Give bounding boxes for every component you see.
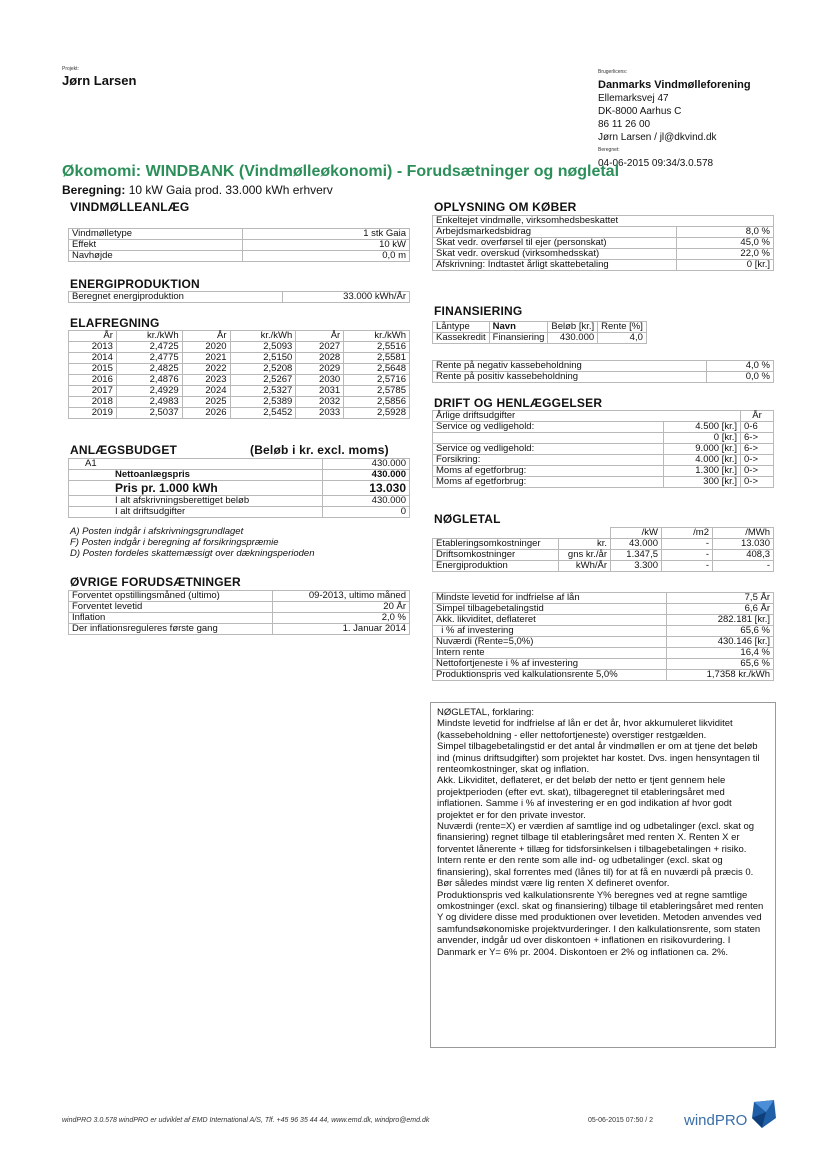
cell-label: Skat vedr. overførsel til ejer (personskat) (433, 238, 677, 249)
cell-value: 408,3 (713, 550, 774, 561)
cell-label: Service og vedligehold: (433, 422, 664, 433)
table-row (69, 470, 410, 481)
kpi-label: Produktionspris ved kalkulationsrente 5,0% (433, 670, 667, 681)
cell-year: 0-> (741, 477, 774, 488)
pris-value: 13.030 (323, 481, 410, 496)
kpi-label: Akk. likviditet, deflateret (433, 615, 667, 626)
col-amount: Beløb [kr.] (548, 322, 598, 333)
energi-table (68, 291, 410, 303)
vindmolleanlaeg-table (68, 228, 410, 262)
kpi-label: Nuværdi (Rente=5,0%) (433, 637, 667, 648)
cell-value: 4,0 % (707, 361, 774, 372)
explanation-paragraph: Simpel tilbagebetalingstid er det antal år vindmøllen er om at tjene det beløb ind (minus driftsudgifter) som projektet har kostet. Dvs. ingen hensyntagen til renteomkostninger, skat og inflation. (437, 741, 760, 776)
kpi-table (432, 592, 774, 681)
table-row (433, 659, 774, 670)
table-header-row (433, 411, 774, 422)
note-f: F) Posten indgår i beregning af forsikringspræmie (70, 537, 279, 548)
cell-value: 20 År (273, 602, 410, 613)
note-d: D) Posten fordeles skattemæssigt over dækningsperioden (70, 548, 315, 559)
cell-price: 2,5516 (344, 342, 410, 353)
cell-label: A1 (69, 459, 323, 470)
cell-year: 2020 (182, 342, 230, 353)
explanation-paragraph: Intern rente er den rente som alle ind- og udbetalinger (excl. skat og finansiering), skal forrentes med (lånes til) for at få en nuværdi på præcis 0. Bør således mindst være lig renten X defineret ovenfor. (437, 855, 754, 890)
calculated-date: 04-06-2015 09:34/3.0.578 (598, 158, 714, 169)
table-row (433, 333, 647, 344)
cell-price: 2,4725 (116, 342, 182, 353)
contact: Jørn Larsen / jl@dkvind.dk (598, 132, 717, 143)
pris-label: Pris pr. 1.000 kWh (69, 481, 323, 496)
blank (558, 528, 610, 539)
cell-year: 2031 (296, 386, 344, 397)
nogletal-table (432, 527, 774, 572)
table-row (69, 507, 410, 518)
page-title: Økomomi: WINDBANK (Vindmølleøkonomi) - Forudsætninger og nøgletal (62, 163, 620, 180)
table-row (433, 593, 774, 604)
table-row (69, 386, 410, 397)
table-row (433, 550, 774, 561)
cell-value: 0 [kr.] (664, 433, 741, 444)
cell-value: 1 stk Gaia (243, 229, 410, 240)
cell-value: 0,0 % (707, 372, 774, 383)
section-elafregning: ELAFREGNING (70, 316, 160, 330)
cell-value: 1. Januar 2014 (273, 624, 410, 635)
col-rate: Rente [%] (598, 322, 647, 333)
cell-label: Navhøjde (69, 251, 243, 262)
ovrige-table (68, 590, 410, 635)
cell-value: 10 kW (243, 240, 410, 251)
section-energiproduktion: ENERGIPRODUKTION (70, 277, 200, 291)
table-row (433, 433, 774, 444)
cell-year: 2032 (296, 397, 344, 408)
table-row (433, 422, 774, 433)
table-row (433, 648, 774, 659)
kpi-value: 16,4 % (667, 648, 774, 659)
table-row (433, 604, 774, 615)
cell-value: 22,0 % (677, 249, 774, 260)
explanation-paragraph: Nuværdi (rente=X) er værdien af samtlige ind og udbetalinger (excl. skat og finansiering) regnet tilbage til etableringsåret med renten X. Renten X er forventet lånerente + tillæg for tidsforsinkelsen i tilbagebetalingen + risiko. (437, 821, 755, 855)
col-per-m2: /m2 (662, 528, 713, 539)
cell-year: 2028 (296, 353, 344, 364)
cell-label: Service og vedligehold: (433, 444, 664, 455)
cell-value: 4.500 [kr.] (664, 422, 741, 433)
explanation-heading: NØGLETAL, forklaring: (437, 707, 534, 718)
cell-label: Driftsomkostninger (433, 550, 559, 561)
cell-year: 2026 (182, 408, 230, 419)
cell-unit: kWh/År (558, 561, 610, 572)
explanation-paragraph: Mindste levetid for indfrielse af lån er det år, hvor akkumuleret likviditet (kassebeholdning - eller nettofortjeneste) overstiger restgælden. (437, 718, 733, 741)
project-label: Projekt: (62, 66, 79, 72)
table-row (433, 260, 774, 271)
cell-value: - (662, 539, 713, 550)
cell-value: 300 [kr.] (664, 477, 741, 488)
cell-amount: 430.000 (548, 333, 598, 344)
kpi-value: 430.146 [kr.] (667, 637, 774, 648)
cell-label: Forsikring: (433, 455, 664, 466)
cell-year: 2014 (69, 353, 117, 364)
table-row (69, 459, 410, 470)
col-year: År (182, 331, 230, 342)
cell-price: 2,4983 (116, 397, 182, 408)
table-row (433, 455, 774, 466)
kpi-value: 282.181 [kr.] (667, 615, 774, 626)
col-year: År (741, 411, 774, 422)
table-row (69, 229, 410, 240)
drift-table (432, 410, 774, 488)
section-finansiering: FINANSIERING (434, 304, 523, 318)
table-row (433, 372, 774, 383)
table-header-row (433, 528, 774, 539)
table-row (69, 602, 410, 613)
cell-label: Skat vedr. overskud (virksomhedsskat) (433, 249, 677, 260)
cell-price: 2,5716 (344, 375, 410, 386)
col-loantype: Låntype (433, 322, 490, 333)
section-kober: OPLYSNING OM KØBER (434, 200, 577, 214)
cell-price: 2,5581 (344, 353, 410, 364)
cell-year: 2030 (296, 375, 344, 386)
cell-label: Effekt (69, 240, 243, 251)
cell-year: 2023 (182, 375, 230, 386)
kpi-label: Mindste levetid for indfrielse af lån (433, 593, 667, 604)
table-row (433, 238, 774, 249)
cell-value: - (662, 550, 713, 561)
table-row (69, 375, 410, 386)
calculated-label: Beregnet: (598, 147, 620, 153)
col-name: Navn (489, 322, 548, 333)
cell-value: 4.000 [kr.] (664, 455, 741, 466)
kpi-value: 65,6 % (667, 626, 774, 637)
calculation-label: Beregning: (62, 183, 126, 197)
table-row (69, 251, 410, 262)
table-row (69, 240, 410, 251)
kpi-value: 7,5 År (667, 593, 774, 604)
cell-year: 2024 (182, 386, 230, 397)
cell-label: Rente på negativ kassebeholdning (433, 361, 707, 372)
anlaeg-notes (70, 526, 314, 559)
cell-label: Der inflationsreguleres første gang (69, 624, 273, 635)
col-price: kr./kWh (116, 331, 182, 342)
cell-price: 2,5327 (230, 386, 296, 397)
cell-year: 2015 (69, 364, 117, 375)
footer-text: windPRO 3.0.578 windPRO er udviklet af EMD International A/S, Tlf. +45 96 35 44 44, www.emd.dk, windpro@emd.dk (62, 1117, 430, 1124)
cell-year: 6-> (741, 433, 774, 444)
kpi-label: Intern rente (433, 648, 667, 659)
drift-sub: Årlige driftsudgifter (433, 411, 741, 422)
cell-price: 2,4929 (116, 386, 182, 397)
cell-price: 2,5856 (344, 397, 410, 408)
cell-value: 3.300 (611, 561, 662, 572)
col-year: År (69, 331, 117, 342)
cell-value: 43.000 (611, 539, 662, 550)
anlaegsbudget-unit-note: (Beløb i kr. excl. moms) (250, 443, 389, 457)
cell-year: 2019 (69, 408, 117, 419)
cell-label: Etableringsomkostninger (433, 539, 559, 550)
table-row (433, 539, 774, 550)
table-row (433, 466, 774, 477)
table-row (69, 481, 410, 496)
cell-value: 9.000 [kr.] (664, 444, 741, 455)
cell-unit: gns kr./år (558, 550, 610, 561)
cell-value: 13.030 (713, 539, 774, 550)
cell-value: 45,0 % (677, 238, 774, 249)
project-name: Jørn Larsen (62, 73, 137, 88)
cell-label (433, 433, 664, 444)
cell-value: 430.000 (323, 496, 410, 507)
cell-price: 2,4775 (116, 353, 182, 364)
calculation-line (62, 183, 333, 197)
table-row (69, 342, 410, 353)
cell-rate: 4,0 (598, 333, 647, 344)
cell-value: 0,0 m (243, 251, 410, 262)
cell-price: 2,5037 (116, 408, 182, 419)
col-price: kr./kWh (344, 331, 410, 342)
cell-value: 430.000 (323, 459, 410, 470)
section-nogletal: NØGLETAL (434, 512, 501, 526)
table-row (69, 624, 410, 635)
cell-year: 2017 (69, 386, 117, 397)
cell-year: 0-6 (741, 422, 774, 433)
explanation-text (437, 718, 769, 958)
company-name: Danmarks Vindmølleforening (598, 79, 751, 91)
section-drift: DRIFT OG HENLÆGGELSER (434, 396, 603, 410)
cell-label: I alt afskrivningsberettiget beløb (69, 496, 323, 507)
cell-value: - (662, 561, 713, 572)
cell-loantype: Kassekredit (433, 333, 490, 344)
table-row (433, 561, 774, 572)
phone: 86 11 26 00 (598, 119, 651, 130)
cell-price: 2,5267 (230, 375, 296, 386)
calculation-text: 10 kW Gaia prod. 33.000 kWh erhverv (128, 183, 333, 197)
cell-value: 8,0 % (677, 227, 774, 238)
table-row (69, 364, 410, 375)
cell-year: 2016 (69, 375, 117, 386)
cell-price: 2,5928 (344, 408, 410, 419)
table-row (69, 613, 410, 624)
cell-label: Moms af egetforbrug: (433, 466, 664, 477)
cell-label: Rente på positiv kassebeholdning (433, 372, 707, 383)
cell-year: 2021 (182, 353, 230, 364)
cell-year: 2025 (182, 397, 230, 408)
col-price: kr./kWh (230, 331, 296, 342)
cell-label: Beregnet energiproduktion (69, 292, 283, 303)
rente-table (432, 360, 774, 383)
address-line2: DK-8000 Aarhus C (598, 106, 682, 117)
col-per-kw: /kW (611, 528, 662, 539)
elafregning-table (68, 330, 410, 419)
cell-year: 2029 (296, 364, 344, 375)
finansiering-table (432, 321, 647, 344)
table-row (69, 292, 410, 303)
cell-label: Moms af egetforbrug: (433, 477, 664, 488)
section-vindmolleanlaeg: VINDMØLLEANLÆG (70, 200, 190, 214)
kpi-label: Simpel tilbagebetalingstid (433, 604, 667, 615)
cell-value: 0 [kr.] (677, 260, 774, 271)
cell-year: 2013 (69, 342, 117, 353)
cell-label: Inflation (69, 613, 273, 624)
cell-label: Forventet opstillingsmåned (ultimo) (69, 591, 273, 602)
cell-value: - (713, 561, 774, 572)
cell-year: 6-> (741, 444, 774, 455)
kpi-value: 65,6 % (667, 659, 774, 670)
kober-sub: Enkeltejet vindmølle, virksomhedsbeskattet (433, 216, 774, 227)
table-row (433, 227, 774, 238)
cell-year: 2018 (69, 397, 117, 408)
user-license-block (598, 66, 751, 170)
cell-price: 2,5648 (344, 364, 410, 375)
kober-table (432, 215, 774, 271)
cell-price: 2,4876 (116, 375, 182, 386)
section-ovrige: ØVRIGE FORUDSÆTNINGER (70, 575, 241, 589)
table-row (433, 626, 774, 637)
cell-value: 1.347,5 (611, 550, 662, 561)
table-row (69, 353, 410, 364)
cell-year: 2033 (296, 408, 344, 419)
table-row (69, 496, 410, 507)
cell-label: Arbejdsmarkedsbidrag (433, 227, 677, 238)
table-row (433, 444, 774, 455)
table-row (433, 361, 774, 372)
netto-value: 430.000 (323, 470, 410, 481)
table-row (433, 615, 774, 626)
cell-price: 2,5150 (230, 353, 296, 364)
windpro-logo-text: windPRO (684, 1112, 748, 1129)
table-row (433, 637, 774, 648)
kpi-value: 6,6 År (667, 604, 774, 615)
kpi-label: Nettofortjeneste i % af investering (433, 659, 667, 670)
address-line1: Ellemarksvej 47 (598, 93, 669, 104)
cell-year: 2022 (182, 364, 230, 375)
kpi-value: 1,7358 kr./kWh (667, 670, 774, 681)
table-header-row (69, 331, 410, 342)
cell-name: Finansiering (489, 333, 548, 344)
cell-value: 2,0 % (273, 613, 410, 624)
explanation-box (430, 702, 776, 1048)
note-a: A) Posten indgår i afskrivningsgrundlaget (70, 526, 244, 537)
kpi-label: i % af investering (433, 626, 667, 637)
col-year: År (296, 331, 344, 342)
cell-year: 2027 (296, 342, 344, 353)
footer-date: 05-06-2015 07:50 / 2 (588, 1117, 653, 1124)
cell-price: 2,5093 (230, 342, 296, 353)
table-row (69, 408, 410, 419)
cell-price: 2,4825 (116, 364, 182, 375)
table-row (433, 216, 774, 227)
cell-value: 1.300 [kr.] (664, 466, 741, 477)
blank (433, 528, 559, 539)
table-header-row (433, 322, 647, 333)
user-license-label: Brugerlicens: (598, 69, 628, 75)
cell-label: Energiproduktion (433, 561, 559, 572)
cell-price: 2,5452 (230, 408, 296, 419)
table-row (433, 249, 774, 260)
cell-value: 09-2013, ultimo måned (273, 591, 410, 602)
cell-label: Vindmølletype (69, 229, 243, 240)
cell-price: 2,5389 (230, 397, 296, 408)
explanation-paragraph: Akk. Likviditet, deflateret, er det beløb der netto er tjent gennem hele projektperioden (efter evt. skat), tilbageregnet til etableringsåret med inflationen. Samme i % af investering er en god indikation af hvor godt projektet er for den private investor. (437, 775, 732, 821)
cell-price: 2,5208 (230, 364, 296, 375)
explanation-paragraph: Produktionspris ved kalkulationsrente Y% beregnes ved at regne samtlige omkostninger (excl. skat og finansiering) tilbage til etableringsåret med renten Y og dividere disse med produktionen over levetiden. Metoden anvendes ved samfundsøkonomiske projektvurderinger. I den kalkulationsrente, som staten anvender, indgår ud over diskontoen + inflationen en risikovurdering. I Danmark er Y= 6% pr. 2004. Diskontoen er 2% og inflationen ca. 2%. (437, 889, 764, 958)
table-row (433, 670, 774, 681)
section-anlaegsbudget: ANLÆGSBUDGET (70, 443, 178, 457)
table-row (433, 477, 774, 488)
cell-value: 0 (323, 507, 410, 518)
cell-label: Forventet levetid (69, 602, 273, 613)
cell-price: 2,5785 (344, 386, 410, 397)
cell-unit: kr. (558, 539, 610, 550)
cell-year: 0-> (741, 466, 774, 477)
table-row (69, 591, 410, 602)
netto-label: Nettoanlægspris (69, 470, 323, 481)
col-per-mwh: /MWh (713, 528, 774, 539)
anlaegsbudget-table (68, 458, 410, 518)
cell-label: I alt driftsudgifter (69, 507, 323, 518)
windpro-logo-icon (748, 1098, 778, 1130)
cell-year: 0-> (741, 455, 774, 466)
cell-label: Afskrivning: Indtastet årligt skattebetaling (433, 260, 677, 271)
table-row (69, 397, 410, 408)
cell-value: 33.000 kWh/År (283, 292, 410, 303)
